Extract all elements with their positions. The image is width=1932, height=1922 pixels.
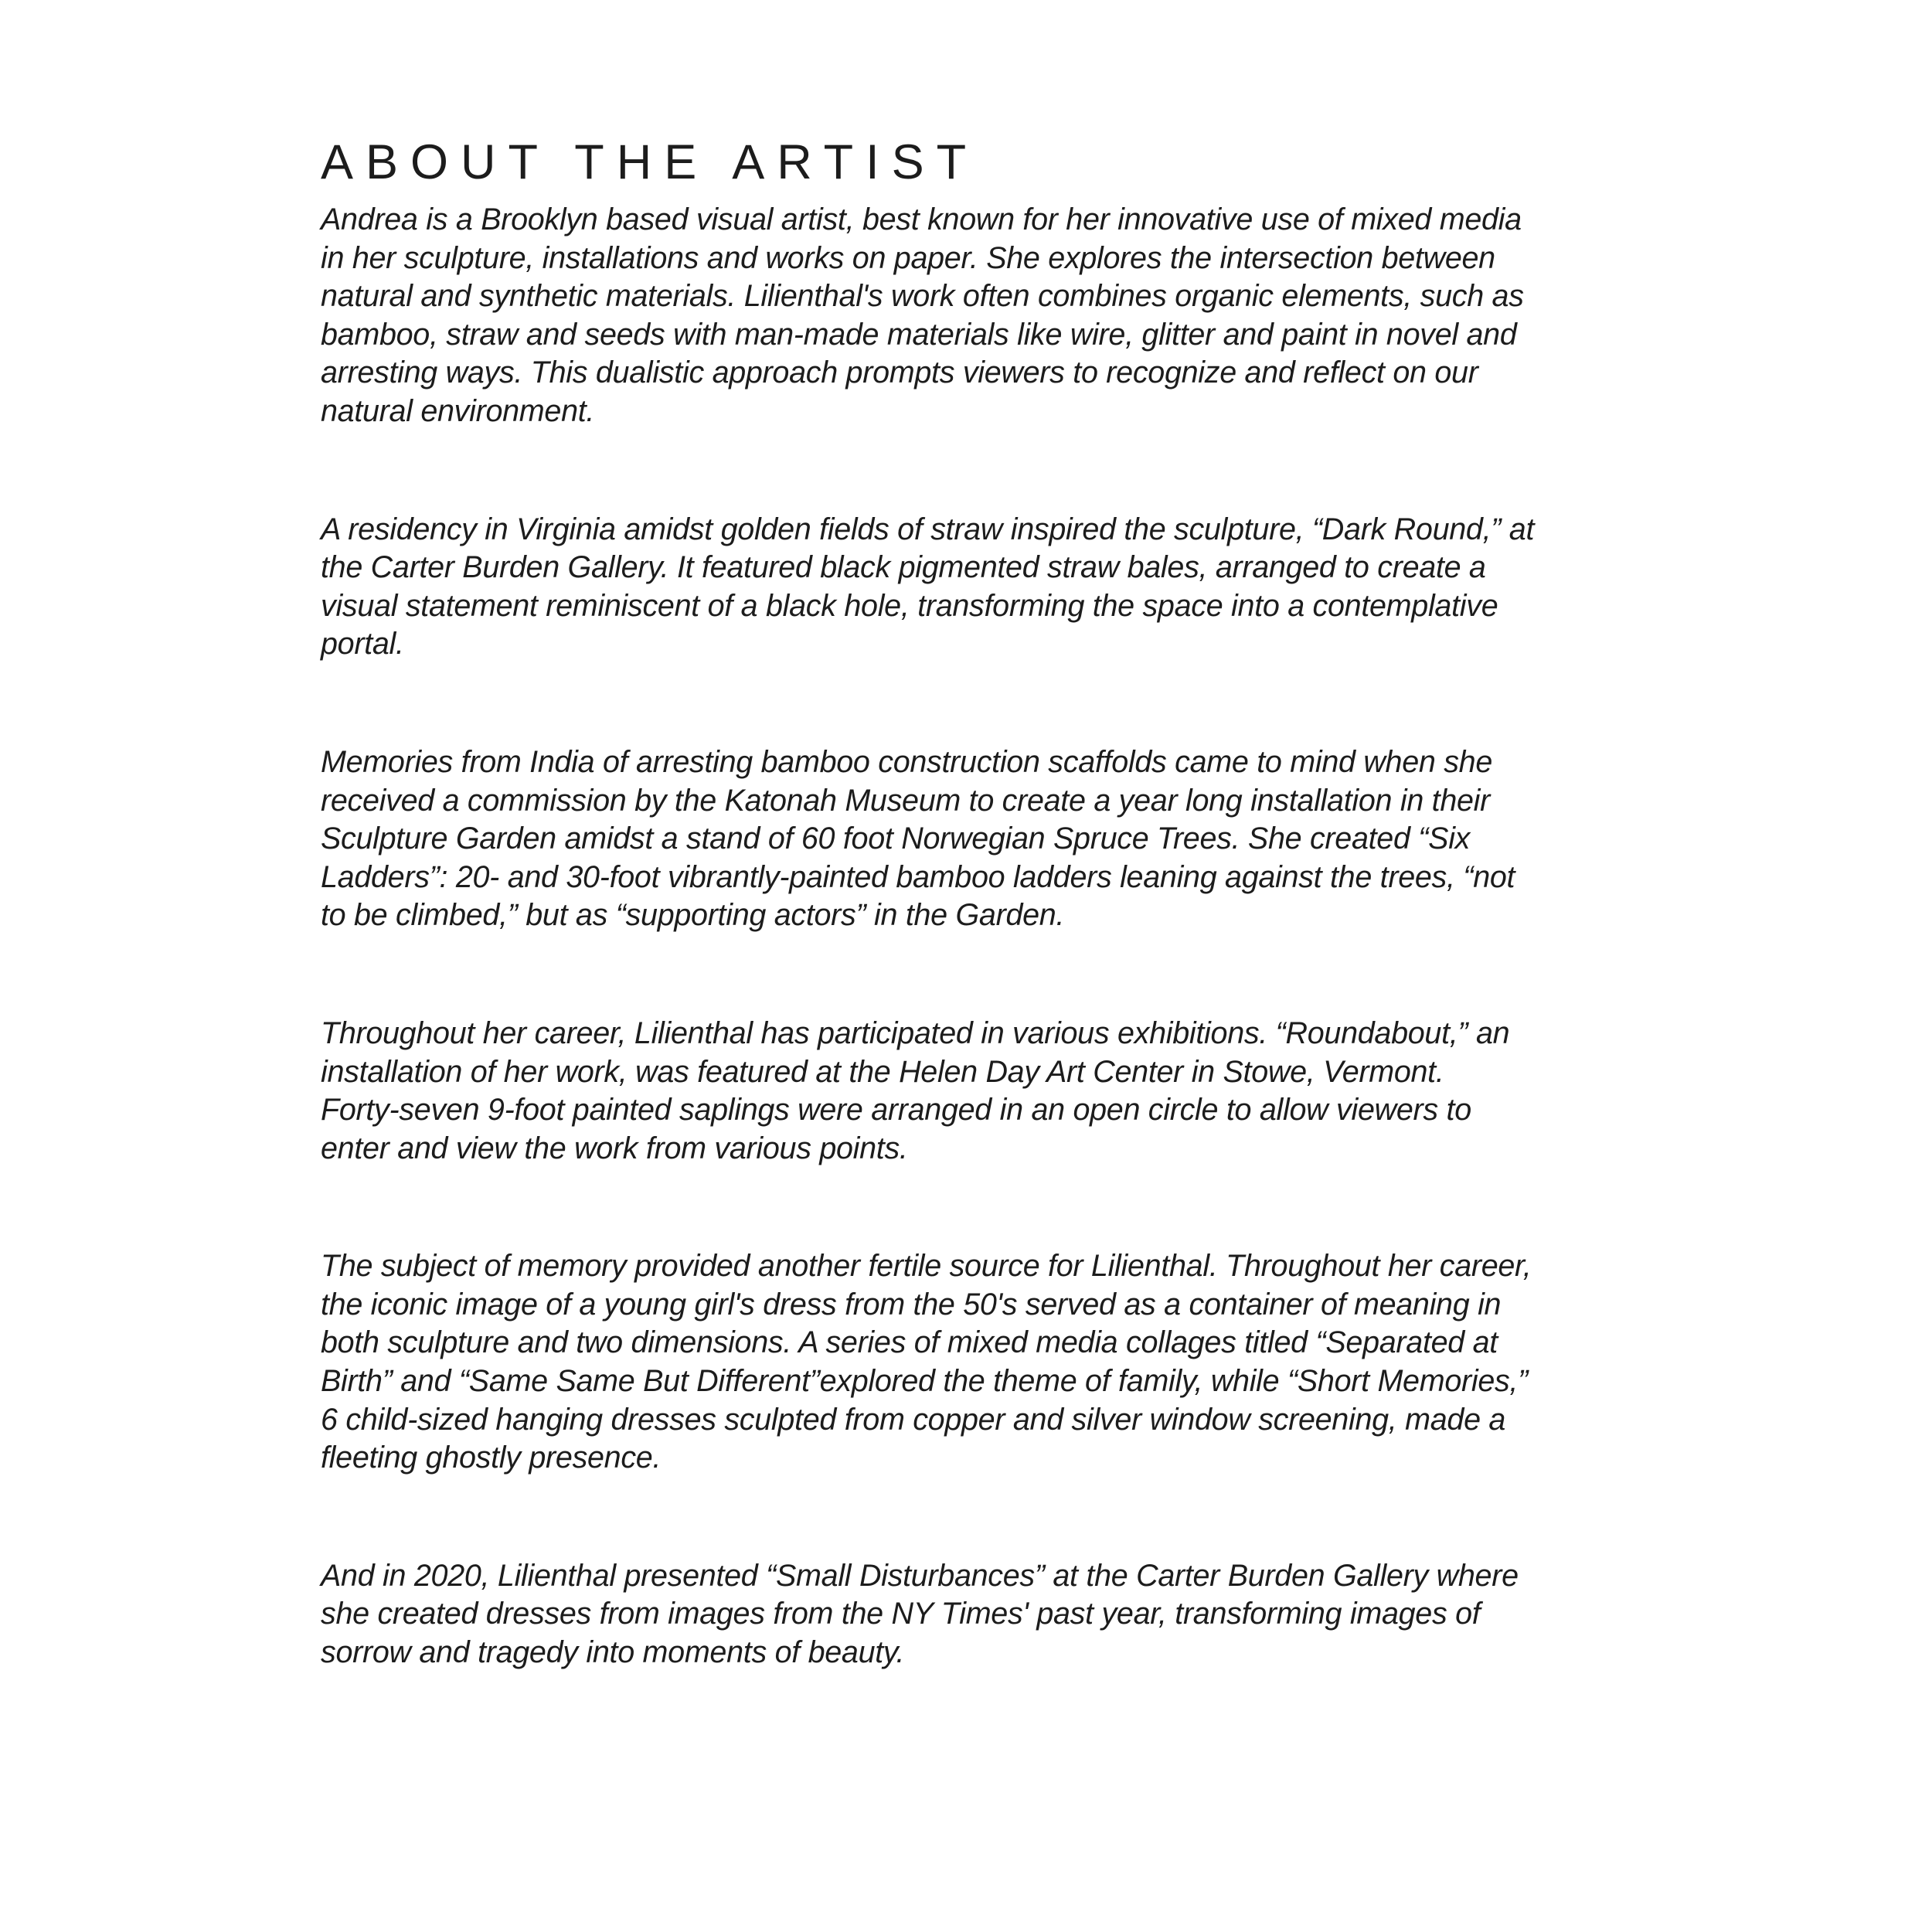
paragraph-spacer — [321, 664, 1604, 743]
paragraph-spacer — [321, 1478, 1604, 1557]
page-title: ABOUT THE ARTIST — [321, 135, 979, 189]
paragraph-intro: Andrea is a Brooklyn based visual artist, best known for her innovative use of mixed media in her sculpture, installations and works on paper. She explores the intersection between natural and synthetic materials. Lilienthal's work often combines organic elements, such as bamboo, straw and seeds with man-made materials like wire, glitter and paint in novel and arresting ways. This dualistic approach prompts viewers to recognize and reflect on our natural environment. — [321, 202, 1524, 428]
paragraph-small-disturbances: And in 2020, Lilienthal presented “Small Disturbances” at the Carter Burden Gallery where she created dresses from images from the NY Times' past year, transforming images of sorrow and tragedy into moments of beauty. — [321, 1558, 1519, 1670]
paragraph-memory: The subject of memory provided another fertile source for Lilienthal. Throughout her career, the iconic image of a young girl's dress from the 50's served as a container of meaning in both sculpture and two dimensions. A series of mixed media collages titled “Separated at Birth” and “Same Same But Different”explored the theme of family, while “Short Memories,” 6 child-sized hanging dresses sculpted from copper and silver window screening, made a fleeting ghostly presence. — [321, 1249, 1532, 1475]
paragraph-roundabout: Throughout her career, Lilienthal has participated in various exhibitions. “Roundabout,” an installation of her work, was featured at the Helen Day Art Center in Stowe, Vermont. Forty-seven 9-foot painted saplings were arranged in an open circle to allow viewers to enter and view the work from various points. — [321, 1015, 1510, 1165]
paragraph-spacer — [321, 935, 1604, 1015]
paragraph-six-ladders: Memories from India of arresting bamboo construction scaffolds came to mind when she received a commission by the Katonah Museum to create a year long installation in their Sculpture Garden amidst a stand of 60 foot Norwegian Spruce Trees. She created “Six Ladders”: 20- and 30-foot vibrantly-painted bamboo ladders leaning against the trees, “not to be climbed,” but as “supporting actors” in the Garden. — [321, 744, 1515, 933]
paragraph-dark-round: A residency in Virginia amidst golden fields of straw inspired the sculpture, “Dark Round,” at the Carter Burden Gallery. It featured black pigmented straw bales, arranged to create a visual statement reminiscent of a black hole, transforming the space into a contemplative portal. — [321, 512, 1535, 662]
paragraph-spacer — [321, 431, 1604, 511]
document-page — [321, 131, 1604, 1672]
paragraph-spacer — [321, 1168, 1604, 1247]
